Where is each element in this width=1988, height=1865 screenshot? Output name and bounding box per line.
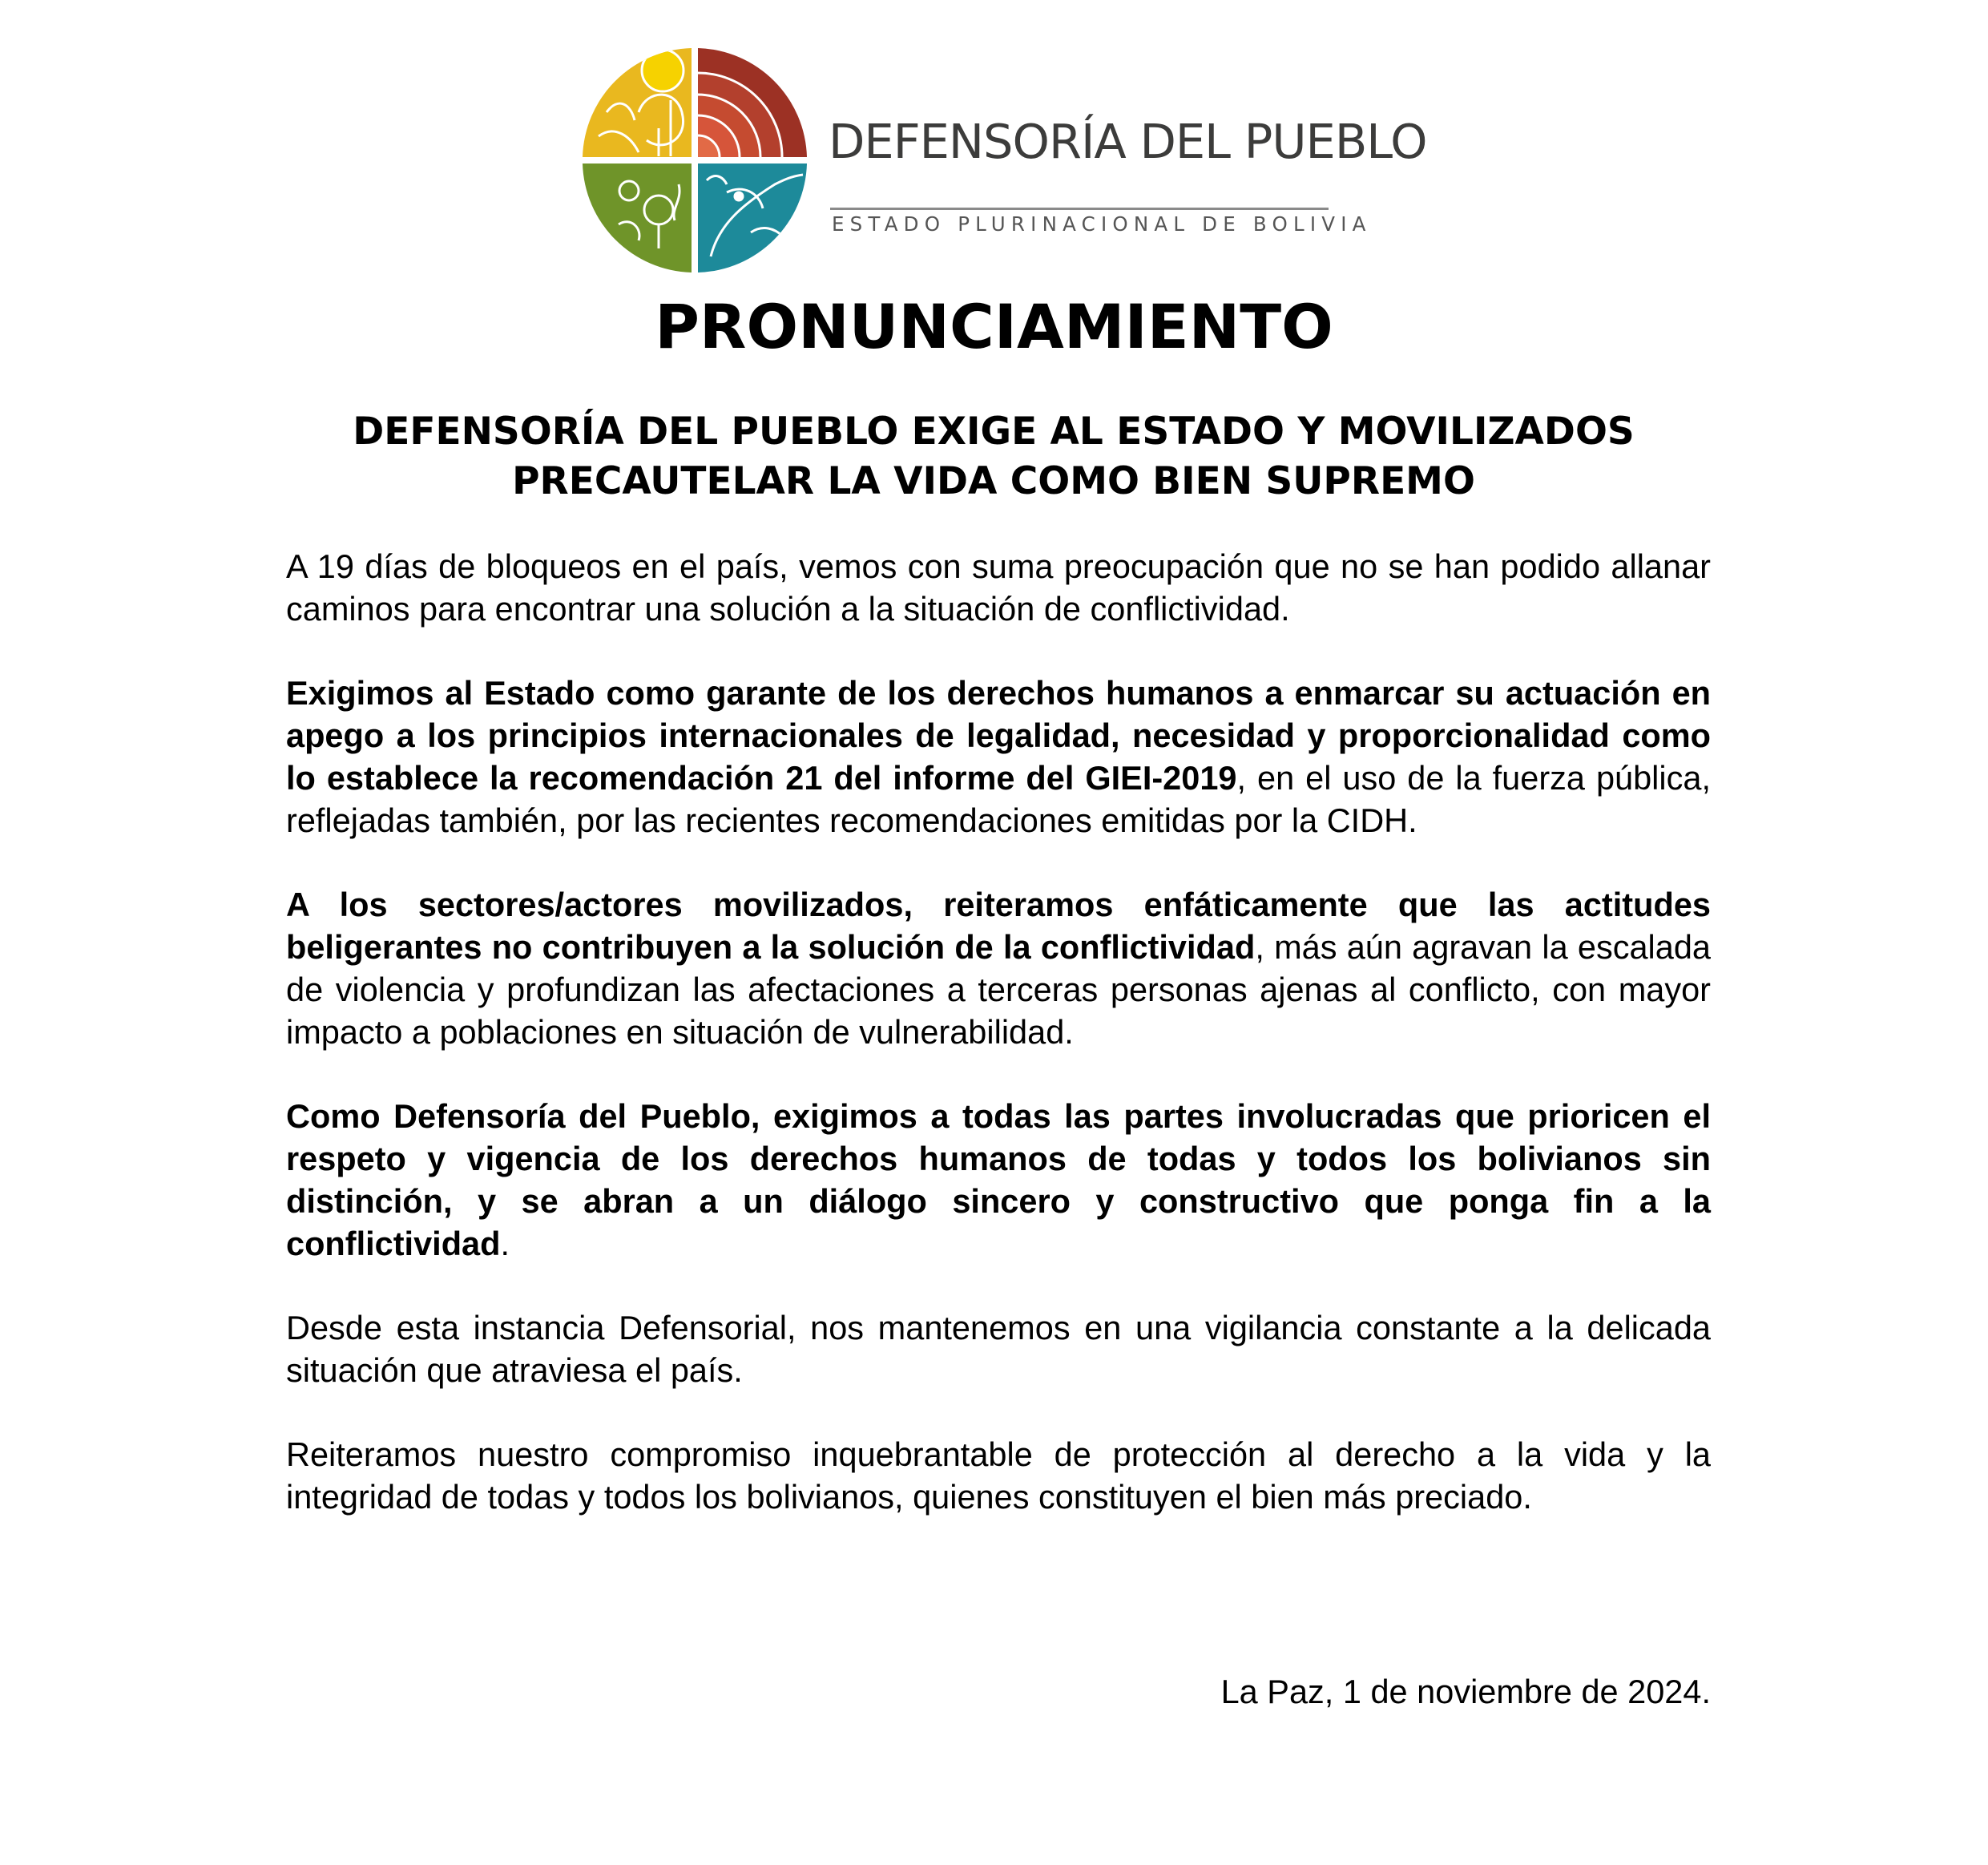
paragraph-5: Desde esta instancia Defensorial, nos mantenemos en una vigilancia constante a la delicada situación que atraviesa el país.	[286, 1309, 1711, 1389]
paragraph-4-bold: Como Defensoría del Pueblo, exigimos a todas las partes involucradas que prioricen el respeto y vigencia de los derechos humanos de todas y todos los bolivianos sin distinción, y se abran a un diálogo sincero y constructivo que ponga fin a la conflictividad	[286, 1097, 1711, 1262]
document-body	[286, 545, 1711, 1560]
date-line: La Paz, 1 de noviembre de 2024.	[1220, 1673, 1711, 1710]
org-subtitle: ESTADO PLURINACIONAL DE BOLIVIA	[832, 212, 1372, 236]
defensoria-logo-icon	[579, 44, 811, 277]
paragraph-4-rest: .	[500, 1225, 510, 1262]
headline-line-2: PRECAUTELAR LA VIDA COMO BIEN SUPREMO	[512, 459, 1475, 503]
paragraph-2	[286, 672, 1711, 842]
page-title: PRONUNCIAMIENTO	[655, 291, 1333, 362]
header	[579, 44, 1427, 277]
paragraph-3-bold: A los sectores/actores movilizados, reiteramos enfáticamente que las actitudes beligerantes no contribuyen a la solución de la conflictividad	[286, 886, 1711, 966]
headline-line-1: DEFENSORÍA DEL PUEBLO EXIGE AL ESTADO Y MOVILIZADOS	[353, 410, 1635, 454]
org-divider	[830, 208, 1329, 210]
headline	[240, 407, 1747, 507]
paragraph-6: Reiteramos nuestro compromiso inquebrantable de protección al derecho a la vida y la integridad de todas y todos los bolivianos, quienes constituyen el bien más preciado.	[286, 1435, 1711, 1516]
paragraph-2-rest: , en el uso de la fuerza pública, reflejadas también, por las recientes recomendaciones emitidas por la CIDH.	[286, 759, 1711, 839]
paragraph-2-bold: Exigimos al Estado como garante de los derechos humanos a enmarcar su actuación en apego a los principios internacionales de legalidad, necesidad y proporcionalidad como lo establece la recomendación 21 del informe del GIEI-2019	[286, 674, 1711, 797]
paragraph-3-rest: , más aún agravan la escalada de violencia y profundizan las afectaciones a terceras personas ajenas al conflicto, con mayor impacto a poblaciones en situación de vulnerabilidad.	[286, 928, 1712, 1051]
org-name: DEFENSORÍA DEL PUEBLO	[829, 114, 1427, 169]
paragraph-1: A 19 días de bloqueos en el país, vemos con suma preocupación que no se han podido allanar caminos para encontrar una solución a la situación de conflictividad.	[286, 547, 1711, 628]
paragraph-3	[286, 883, 1711, 1053]
paragraph-4	[286, 1095, 1711, 1265]
